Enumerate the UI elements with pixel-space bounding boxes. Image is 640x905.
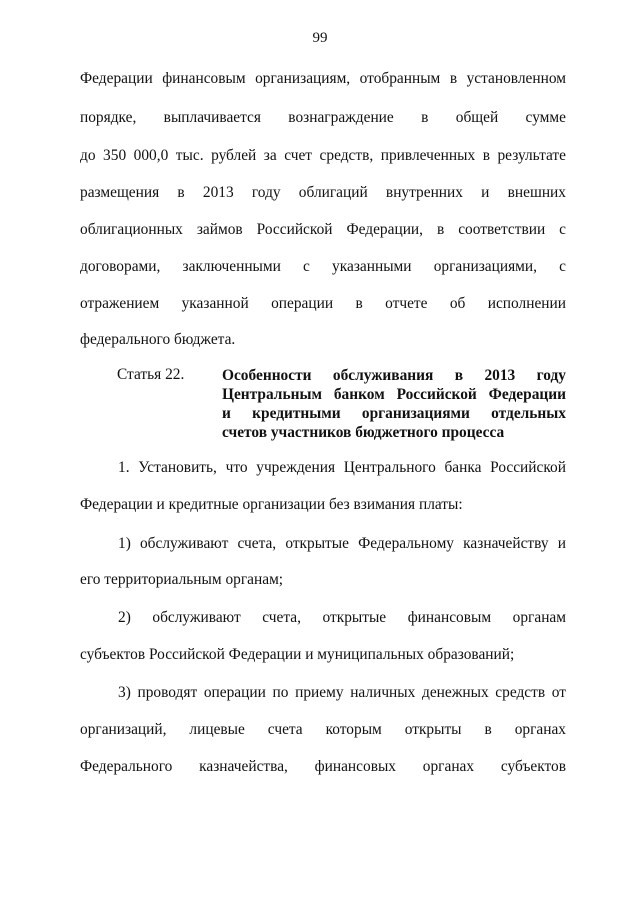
article-title-line: и кредитными организациями отдельных [222,405,566,422]
text-line: Федерального казначейства, финансовых органах субъектов [80,758,566,775]
text-line: 3) проводят операции по приему наличных денежных средств от [118,684,566,701]
text-line: до 350 000,0 тыс. рублей за счет средств, привлеченных в результате [80,147,566,164]
text-line: федерального бюджета. [80,331,236,348]
text-line: организаций, лицевые счета которым открыты в органах [80,721,566,738]
text-line: 1. Установить, что учреждения Центрального банка Российской [118,459,566,476]
text-line: Федерации и кредитные организации без взимания платы: [80,496,463,513]
text-line: Федерации финансовым организациям, отобранным в установленном [80,70,566,87]
article-title-line: счетов участников бюджетного процесса [222,424,505,441]
text-line: 2) обслуживают счета, открытые финансовым органам [118,609,566,626]
text-line: его территориальным органам; [80,571,284,588]
text-line: договорами, заключенными с указанными организациями, с [80,258,566,275]
text-line: размещения в 2013 году облигаций внутренних и внешних [80,184,566,201]
text-line: 1) обслуживают счета, открытые Федеральному казначейству и [118,535,566,552]
article-title-line: Особенности обслуживания в 2013 году [222,367,566,384]
text-line: отражением указанной операции в отчете об исполнении [80,295,566,312]
text-line: субъектов Российской Федерации и муниципальных образований; [80,646,515,663]
text-line: облигационных займов Российской Федерации, в соответствии с [80,221,566,238]
text-line: порядке, выплачивается вознаграждение в общей сумме [80,109,566,126]
page-number: 99 [312,30,328,46]
article-title-line: Центральным банком Российской Федерации [222,386,566,403]
article-label: Статья 22. [117,366,185,383]
